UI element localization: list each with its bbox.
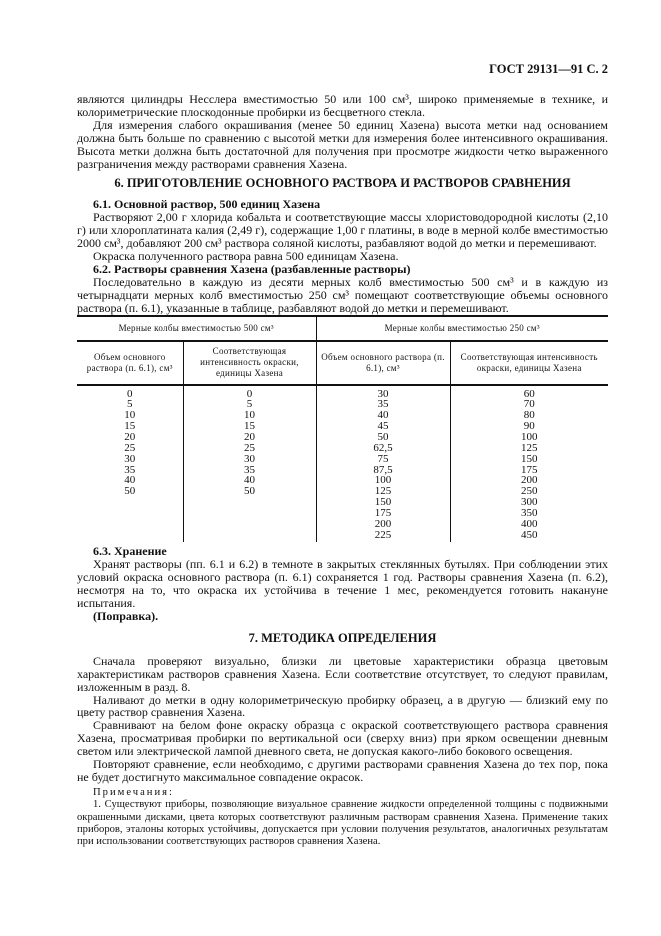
paragraph: Растворяют 2,00 г хлорида кобальта и соответствующие массы хлористоводородной кислоты (2,10 г) или хлороплатината калия (2,49 г), содержащие 1,00 г платины, в воде в мерной колбе вместимостью 2000 см³, добавляют 200 см³ раствора соляной кислоты, разбавляют водой до метки и перемешивают.	[77, 210, 608, 251]
paragraph: Наливают до метки в одну колориметрическую пробирку образец, а в другую — близкий ему по цвету раствор сравнения Хазена.	[77, 692, 608, 720]
subsection-title: 6.1. Основной раствор, 500 единиц Хазена	[93, 197, 321, 212]
paragraph: Хранят растворы (пп. 6.1 и 6.2) в темноте в закрытых стеклянных бутылях. При соблюдении этих условий окраска основного раствора (п. 6.1) сохраняется 1 год. Растворы сравнения Хазена (п. 6.2), несмотря на то, что окраска их устойчива в течение 1 мес, рекомендуется готовить накануне испытания.	[77, 557, 608, 611]
section-6-heading: 6. ПРИГОТОВЛЕНИЕ ОСНОВНОГО РАСТВОРА И РАСТВОРОВ СРАВНЕНИЯ	[114, 176, 571, 191]
paragraph: Для измерения слабого окрашивания (менее 50 единиц Хазена) высота метки над основанием должна быть больше по сравнению с высотой метки для измерения более интенсивного окрашивания. Высота метки должна быть достаточной для получения при просмотре жидкости четко выраженного разграничения между растворами сравнения Хазена.	[77, 117, 608, 171]
paragraph: Повторяют сравнение, если необходимо, с другими растворами сравнения Хазена до тех пор, пока не будет достигнуто максимальное совпадение окрасок.	[77, 757, 608, 784]
notes-label: Примечания:	[93, 786, 174, 798]
amendment-note: (Поправка).	[93, 608, 159, 623]
page-header: ГОСТ 29131—91 С. 2	[489, 62, 608, 76]
paragraph: Сравнивают на белом фоне окраску образца с окраской соответствующего раствора сравнения Хазена, просматривая пробирки по вертикальной оси (сверху вниз) при ярком освещении дневным светом или электрической лампой дневного света, не допуская какого-либо бокового освещения.	[77, 718, 608, 759]
table-group-header: Мерные колбы вместимостью 500 см³	[77, 316, 316, 341]
paragraph: являются цилиндры Несслера вместимостью 50 или 100 см³, широко применяемые в технике, и колориметрические плоскодонные пробирки из бесцветного стекла.	[77, 92, 608, 119]
page-body	[77, 93, 608, 848]
note-1: 1. Существуют приборы, позволяющие визуальное сравнение жидкости определенной толщины с подвижными окрашенными дисками, цвета которых соответствуют различным растворам сравнения Хазена. Применение таких приборов, эталоны которых устойчивы, допускается при условии получения результатов, аналогичных результатам при использовании соответствующих растворов сравнения Хазена.	[77, 799, 608, 848]
table-column-values: 0 5 10 15 20 25 30 35 40 50	[124, 387, 136, 498]
dilution-table	[77, 315, 608, 543]
table-column-values: 0 5 10 15 20 25 30 35 40 50	[183, 385, 316, 543]
paragraph: Последовательно в каждую из десяти мерных колб вместимостью 500 см³ и в каждую из четырнадцати мерных колб вместимостью 250 см³ помещают соответствующие объемы основного раствора (п. 6.1), указанные в таблице, разбавляют водой до метки и перемешивают.	[77, 274, 608, 315]
column-header: Соответствующая интенсивность окраски, единицы Хазена	[450, 341, 608, 385]
column-header: Соответствующая интенсивность окраски, единицы Хазена	[183, 341, 316, 385]
table-column-values: 30 35 40 45 50 62,5 75 87,5 100 125 150 175 200 225	[316, 385, 450, 543]
paragraph: Сначала проверяют визуально, близки ли цветовые характеристики образца цветовым характеристикам растворов сравнения Хазена. Если соответствие отсутствует, то следуют правилам, изложенным в разд. 8.	[77, 653, 608, 694]
column-header: Объем основного раствора (п. 6.1), см³	[77, 341, 183, 385]
paragraph: Окраска полученного раствора равна 500 единицам Хазена.	[93, 249, 399, 264]
column-header: Объем основного раствора (п. 6.1), см³	[316, 341, 450, 385]
subsection-title: 6.3. Хранение	[93, 544, 167, 559]
section-7-heading: 7. МЕТОДИКА ОПРЕДЕЛЕНИЯ	[248, 630, 437, 645]
table-group-header: Мерные колбы вместимостью 250 см³	[316, 316, 608, 341]
subsection-title: 6.2. Растворы сравнения Хазена (разбавленные растворы)	[93, 261, 411, 276]
table-column-values: 60 70 80 90 100 125 150 175 200 250 300 350 400 450	[450, 385, 608, 543]
